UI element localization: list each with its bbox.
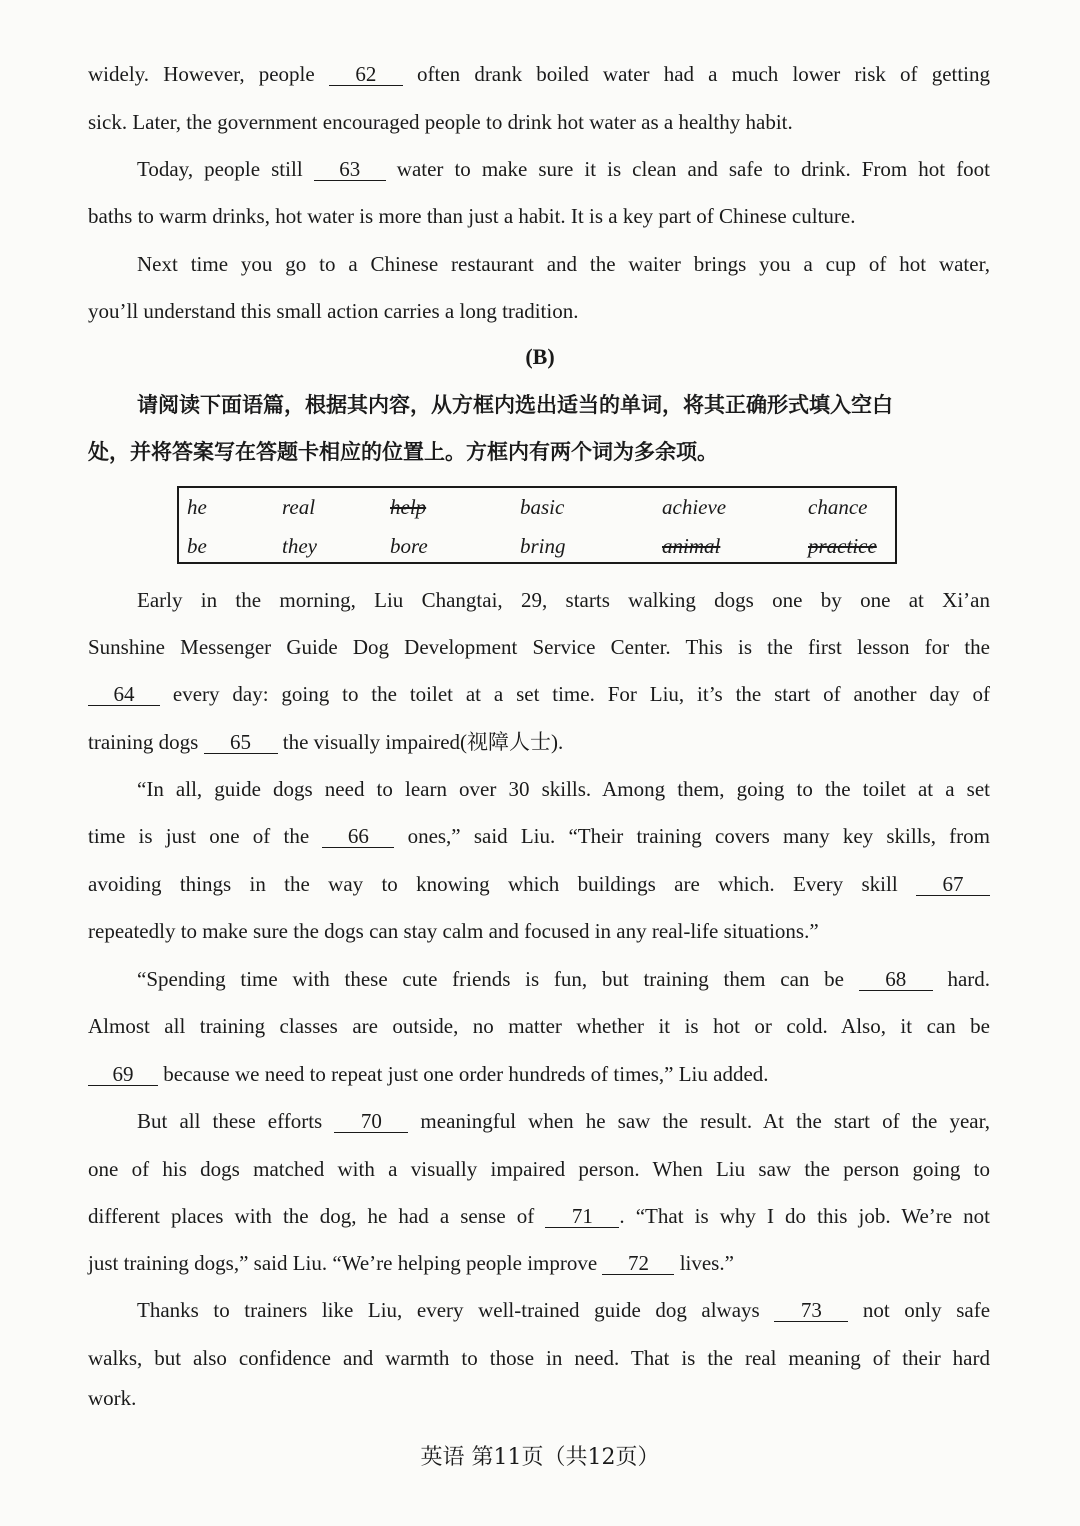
blank-67[interactable]: 67 [916, 873, 990, 896]
passage-b-p4-line-4: just training dogs,” said Liu. “We’re helping people improve 72 lives.” [88, 1251, 734, 1275]
blank-71[interactable]: 71 [545, 1205, 619, 1228]
word-box-item: achieve [662, 495, 727, 519]
blank-65[interactable]: 65 [204, 731, 278, 754]
blank-64[interactable]: 64 [88, 683, 160, 706]
passage-b-p2-line-3: avoiding things in the way to knowing which buildings are which. Every skill 67 [88, 872, 990, 896]
passage-b-p1-line-4: training dogs 65 the visually impaired(视障人士). [88, 730, 564, 754]
passage-a-line-1: widely. However, people 62 often drank boiled water had a much lower risk of getting [88, 62, 991, 86]
passage-b-p4-line-2: one of his dogs matched with a visually impaired person. When Liu saw the person going to [88, 1157, 990, 1181]
passage-a-line-5: Next time you go to a Chinese restaurant and the waiter brings you a cup of hot water, [137, 252, 990, 276]
passage-b-p2-line-4: repeatedly to make sure the dogs can stay calm and focused in any real-life situations.” [88, 919, 819, 943]
passage-b-p1-line-1: Early in the morning, Liu Changtai, 29, starts walking dogs one by one at Xi’an [137, 588, 990, 612]
word-box-item-crossed: animal [662, 534, 721, 558]
passage-b-p2-line-1: “In all, guide dogs need to learn over 30 skills. Among them, going to the toilet at a set [137, 777, 990, 801]
word-box-item: be [187, 534, 207, 558]
passage-a-line-6: you’ll understand this small action carries a long tradition. [88, 299, 579, 323]
word-box-item: chance [808, 495, 868, 519]
blank-73[interactable]: 73 [774, 1299, 848, 1322]
passage-b-p1-line-3: 64 every day: going to the toilet at a set time. For Liu, it’s the start of another day of [88, 682, 990, 706]
blank-68[interactable]: 68 [859, 968, 933, 991]
blank-62[interactable]: 62 [329, 63, 403, 86]
word-box-item: bring [520, 534, 566, 558]
word-box-item: bore [390, 534, 428, 558]
passage-b-p5-line-3: work. [88, 1386, 137, 1410]
passage-a-line-3: Today, people still 63 water to make sure it is clean and safe to drink. From hot foot [137, 157, 991, 181]
passage-a-line-4: baths to warm drinks, hot water is more than just a habit. It is a key part of Chinese culture. [88, 204, 856, 228]
section-b-instruction-1: 请阅读下面语篇，根据其内容，从方框内选出适当的单词，将其正确形式填入空白 [137, 393, 893, 417]
word-box-item: they [282, 534, 317, 558]
blank-72[interactable]: 72 [602, 1252, 674, 1275]
blank-63[interactable]: 63 [314, 158, 386, 181]
section-b-title: (B) [525, 344, 555, 369]
word-box-item-crossed: practice [808, 534, 877, 558]
word-box [177, 486, 897, 564]
word-box-item-crossed: help [390, 495, 427, 519]
page-footer: 英语 第11页（共12页） [420, 1445, 660, 1470]
passage-b-p3-line-3: 69 because we need to repeat just one order hundreds of times,” Liu added. [88, 1062, 769, 1086]
word-box-item: he [187, 495, 207, 519]
word-box-item: basic [520, 495, 565, 519]
passage-b-p1-line-2: Sunshine Messenger Guide Dog Development Service Center. This is the first lesson for the [88, 635, 990, 659]
blank-66[interactable]: 66 [322, 825, 394, 848]
blank-69[interactable]: 69 [88, 1063, 158, 1086]
passage-b-p5-line-2: walks, but also confidence and warmth to those in need. That is the real meaning of their hard [88, 1346, 990, 1370]
blank-70[interactable]: 70 [334, 1110, 408, 1133]
passage-b-p5-line-1: Thanks to trainers like Liu, every well-trained guide dog always 73 not only safe [137, 1298, 991, 1322]
passage-b-p3-line-2: Almost all training classes are outside, no matter whether it is hot or cold. Also, it can be [88, 1014, 990, 1038]
passage-b-p2-line-2: time is just one of the 66 ones,” said Liu. “Their training covers many key skills, from [88, 824, 990, 848]
passage-b-p4-line-1: But all these efforts 70 meaningful when he saw the result. At the start of the year, [137, 1109, 991, 1133]
passage-b-p3-line-1: “Spending time with these cute friends is fun, but training them can be 68 hard. [137, 967, 991, 991]
word-box-item: real [282, 495, 316, 519]
passage-b-p4-line-3: different places with the dog, he had a sense of 71 . “That is why I do this job. We’re not [88, 1204, 991, 1228]
section-b-instruction-2: 处，并将答案写在答题卡相应的位置上。方框内有两个词为多余项。 [88, 440, 718, 464]
passage-a-line-2: sick. Later, the government encouraged people to drink hot water as a healthy habit. [88, 110, 793, 134]
